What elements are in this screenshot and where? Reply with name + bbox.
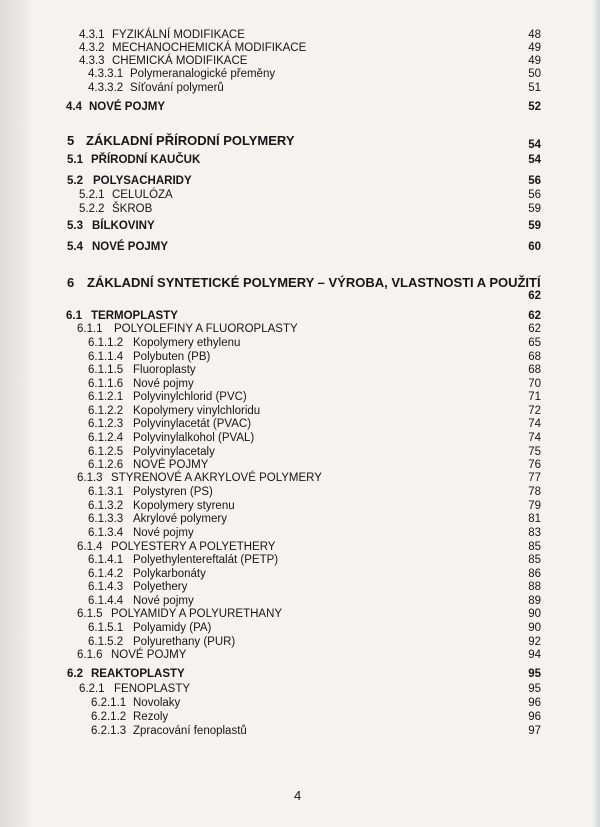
toc-entry-number: 5.2.2 — [79, 203, 105, 215]
toc-entry-title: MECHANOCHEMICKÁ MODIFIKACE — [112, 42, 307, 54]
toc-entry-title: Polyethylentereftalát (PETP) — [133, 554, 279, 566]
toc-entry-number: 6.1.1.5 — [88, 364, 124, 376]
toc-entry-page: 59 — [528, 220, 541, 232]
toc-entry-number: 6 — [67, 275, 75, 290]
toc-entry-title: Polymeranalogické přeměny — [130, 68, 276, 80]
toc-entry-title: CELULÓZA — [112, 189, 173, 201]
toc-entry-page: 95 — [528, 668, 541, 680]
page-right-edge — [592, 0, 600, 827]
toc-entry-number: 6.1.5 — [77, 608, 103, 620]
toc-entry-title: Polybuten (PB) — [133, 351, 211, 363]
toc-entry-page: 74 — [528, 432, 541, 444]
toc-entry-title: Polyurethany (PUR) — [133, 636, 236, 648]
toc-entry-title: Polyvinylacetát (PVAC) — [133, 418, 252, 430]
toc-entry-page: 75 — [528, 446, 541, 458]
toc-entry-number: 6.1.2.6 — [88, 459, 124, 471]
toc-entry-title: Fluoroplasty — [133, 364, 196, 376]
toc-entry-title: Polystyren (PS) — [133, 486, 213, 498]
toc-entry-title: ZÁKLADNÍ PŘÍRODNÍ POLYMERY — [86, 133, 295, 148]
toc-entry-page: 51 — [528, 82, 541, 94]
toc-entry-page: 96 — [528, 711, 541, 723]
toc-entry-page: 77 — [528, 472, 541, 484]
toc-entry-number: 6.1.3.2 — [88, 500, 124, 512]
toc-entry-page: 68 — [528, 351, 541, 363]
toc-entry-page: 92 — [528, 636, 541, 648]
toc-entry-page: 49 — [528, 42, 541, 54]
toc-entry-number: 6.1.1.2 — [88, 337, 124, 349]
toc-entry-number: 5.2.1 — [79, 189, 105, 201]
toc-entry-page: 85 — [528, 541, 541, 553]
toc-entry-number: 5 — [67, 133, 75, 148]
toc-entry-page: 59 — [528, 203, 541, 215]
toc-entry-title: Nové pojmy — [133, 527, 194, 539]
toc-entry-title: NOVÉ POJMY — [133, 459, 209, 471]
toc-entry-number: 5.3 — [67, 220, 83, 232]
toc-entry-number: 5.1 — [67, 154, 83, 166]
toc-entry-number: 6.2.1 — [79, 683, 105, 695]
toc-entry-title: ŠKROB — [112, 203, 153, 215]
toc-entry-page: 52 — [528, 101, 541, 113]
toc-entry-page: 89 — [528, 595, 541, 607]
toc-entry-number: 4.3.3.2 — [88, 82, 124, 94]
toc-entry-page: 79 — [528, 500, 541, 512]
toc-entry-title: POLYOLEFINY A FLUOROPLASTY — [114, 323, 298, 335]
toc-entry-page: 78 — [528, 486, 541, 498]
toc-entry-number: 6.1.4.1 — [88, 554, 124, 566]
toc-entry-page: 83 — [528, 527, 541, 539]
toc-entry-number: 6.1.3.3 — [88, 513, 124, 525]
toc-entry-page: 56 — [528, 175, 541, 187]
toc-entry-page: 60 — [528, 241, 541, 253]
toc-entry-title: NOVÉ POJMY — [111, 649, 187, 661]
toc-entry-page: 72 — [528, 405, 541, 417]
toc-entry-number: 6.1.2.4 — [88, 432, 124, 444]
toc-entry-title: NOVÉ POJMY — [92, 241, 169, 253]
toc-entry-number: 6.1 — [66, 310, 82, 322]
toc-entry-title: Polyethery — [133, 581, 188, 593]
toc-entry-number: 6.1.3.4 — [88, 527, 124, 539]
toc-entry-number: 6.1.4.3 — [88, 581, 124, 593]
toc-entry-page: 70 — [528, 378, 541, 390]
toc-entry-title: FENOPLASTY — [114, 683, 191, 695]
toc-entry-page: 50 — [528, 68, 541, 80]
toc-entry-title: Nové pojmy — [133, 595, 194, 607]
toc-entry-page: 62 — [528, 310, 541, 322]
toc-entry-number: 5.2 — [67, 175, 83, 187]
toc-entry-page: 71 — [528, 391, 541, 403]
toc-entry-title: Polyamidy (PA) — [133, 622, 212, 634]
toc-entry-title: POLYSACHARIDY — [93, 175, 192, 187]
toc-entry-page: 68 — [528, 364, 541, 376]
toc-entry-number: 6.1.6 — [77, 649, 103, 661]
toc-entry-number: 6.1.4 — [77, 541, 103, 553]
page-number: 4 — [294, 788, 302, 803]
toc-entry-page: 49 — [528, 55, 541, 67]
toc-entry-page: 85 — [528, 554, 541, 566]
toc-entry-number: 6.2.1.1 — [91, 697, 127, 709]
toc-entry-page: 62 — [528, 290, 541, 302]
toc-entry-page: 96 — [528, 697, 541, 709]
toc-entry-page: 76 — [528, 459, 541, 471]
toc-entry-title: Polyvinylalkohol (PVAL) — [133, 432, 255, 444]
toc-entry-page: 54 — [528, 154, 541, 166]
toc-entry-page: 94 — [528, 649, 541, 661]
toc-entry-number: 6.1.4.2 — [88, 568, 124, 580]
toc-entry-number: 4.4 — [66, 101, 82, 113]
toc-entry-title: Kopolymery styrenu — [133, 500, 235, 512]
toc-entry-page: 62 — [528, 323, 541, 335]
toc-entry-page: 81 — [528, 513, 541, 525]
toc-entry-number: 6.1.1.6 — [88, 378, 124, 390]
toc-entry-number: 4.3.3.1 — [88, 68, 124, 80]
toc-entry-title: BÍLKOVINY — [92, 220, 155, 232]
toc-entry-number: 6.1.3.1 — [88, 486, 124, 498]
toc-entry-page: 54 — [528, 139, 541, 151]
toc-entry-title: POLYAMIDY A POLYURETHANY — [111, 608, 283, 620]
toc-entry-number: 4.3.1 — [79, 29, 105, 41]
toc-entry-page: 86 — [528, 568, 541, 580]
toc-entry-number: 6.1.1 — [77, 323, 103, 335]
toc-entry-title: Novolaky — [133, 697, 181, 709]
toc-entry-title: REAKTOPLASTY — [91, 668, 185, 680]
toc-entry-title: Nové pojmy — [133, 378, 194, 390]
toc-entry-title: Polyvinylacetaly — [133, 446, 215, 458]
toc-entry-title: POLYESTERY A POLYETHERY — [111, 541, 276, 553]
toc-entry-number: 6.2.1.3 — [91, 725, 127, 737]
toc-entry-title: CHEMICKÁ MODIFIKACE — [112, 55, 248, 67]
toc-entry-page: 74 — [528, 418, 541, 430]
toc-entry-title: NOVÉ POJMY — [89, 101, 166, 113]
toc-entry-page: 88 — [528, 581, 541, 593]
toc-entry-title: Rezoly — [133, 711, 169, 723]
toc-entry-title: Kopolymery ethylenu — [133, 337, 241, 349]
toc-entry-number: 5.4 — [67, 241, 83, 253]
toc-entry-title: PŘÍRODNÍ KAUČUK — [91, 154, 201, 166]
toc-entry-page: 65 — [528, 337, 541, 349]
toc-entry-number: 6.1.2.5 — [88, 446, 124, 458]
toc-entry-number: 6.2 — [67, 668, 83, 680]
toc-entry-number: 6.2.1.2 — [91, 711, 127, 723]
toc-entry-page: 95 — [528, 683, 541, 695]
toc-entry-title: Polyvinylchlorid (PVC) — [133, 391, 247, 403]
toc-entry-page: 90 — [528, 608, 541, 620]
toc-entry-number: 6.1.4.4 — [88, 595, 124, 607]
toc-entry-page: 48 — [528, 29, 541, 41]
toc-entry-number: 6.1.1.4 — [88, 351, 124, 363]
toc-entry-title: FYZIKÁLNÍ MODIFIKACE — [112, 29, 245, 41]
page-shadow-edge — [0, 0, 34, 827]
toc-entry-title: Kopolymery vinylchloridu — [133, 405, 261, 417]
toc-entry-title: Zpracování fenoplastů — [133, 725, 247, 737]
toc-entry-page: 56 — [528, 189, 541, 201]
toc-entry-page: 90 — [528, 622, 541, 634]
toc-entry-number: 6.1.2.1 — [88, 391, 124, 403]
toc-entry-title: Síťování polymerů — [130, 82, 224, 94]
toc-entry-title: TERMOPLASTY — [91, 310, 178, 322]
toc-entry-number: 6.1.5.2 — [88, 636, 124, 648]
toc-entry-title: Polykarbonáty — [133, 568, 206, 580]
toc-entry-title: STYRENOVÉ A AKRYLOVÉ POLYMERY — [111, 472, 322, 484]
toc-entry-number: 4.3.3 — [79, 55, 105, 67]
toc-entry-title: Akrylové polymery — [133, 513, 227, 525]
toc-entry-page: 97 — [528, 725, 541, 737]
toc-entry-title: ZÁKLADNÍ SYNTETICKÉ POLYMERY – VÝROBA, VLASTNOSTI A POUŽITÍ — [87, 275, 541, 290]
toc-entry-number: 4.3.2 — [79, 42, 105, 54]
toc-entry-number: 6.1.5.1 — [88, 622, 124, 634]
toc-entry-number: 6.1.2.2 — [88, 405, 124, 417]
toc-entry-number: 6.1.3 — [77, 472, 103, 484]
toc-entry-number: 6.1.2.3 — [88, 418, 124, 430]
